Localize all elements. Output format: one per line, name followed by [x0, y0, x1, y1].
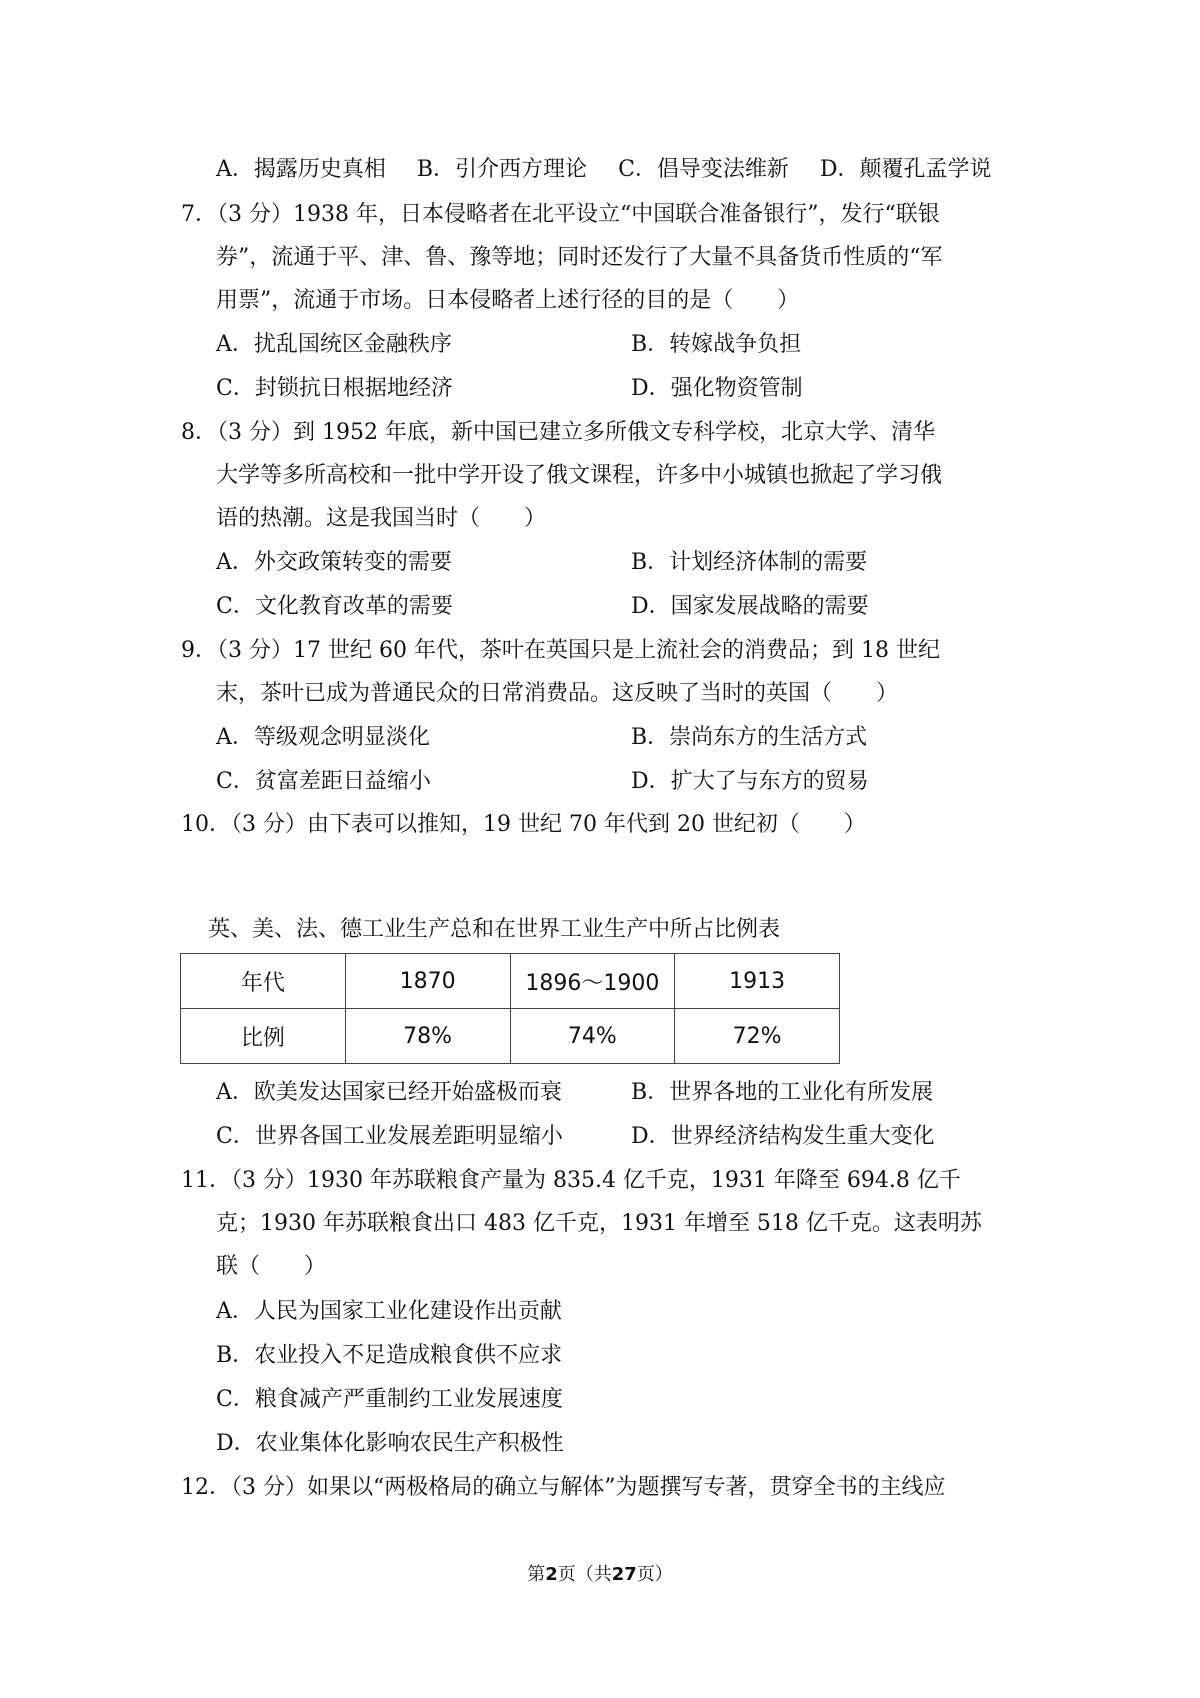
q10-option-d: D．世界经济结构发生重大变化: [631, 1124, 935, 1149]
q11-stem-line-3: 联（ ）: [216, 1254, 327, 1279]
q9-option-b: B．崇尚东方的生活方式: [631, 725, 868, 750]
table-header-cell: 年代: [181, 954, 346, 1009]
page-number: 2: [545, 1564, 558, 1585]
q7-option-d: D．强化物资管制: [631, 376, 803, 401]
q9-stem-line-1: 9．（3 分）17 世纪 60 年代，茶叶在英国只是上流社会的消费品；到 18 世纪: [181, 638, 940, 663]
q8-option-d: D．国家发展战略的需要: [631, 594, 869, 619]
q6-option-c: C．倡导变法维新: [618, 157, 789, 182]
q10-stem-line-1: 10．（3 分）由下表可以推知，19 世纪 70 年代到 20 世纪初（ ）: [181, 812, 866, 837]
table-row: [181, 1009, 840, 1064]
table-header-cell: 1870: [345, 954, 510, 1009]
q8-option-c: C．文化教育改革的需要: [216, 594, 453, 619]
q8-option-b: B．计划经济体制的需要: [631, 550, 868, 575]
q10-data-table: [180, 953, 840, 1064]
q10-option-b: B．世界各地的工业化有所发展: [631, 1080, 934, 1105]
q7-stem-line-2: 券”，流通于平、津、鲁、豫等地；同时还发行了大量不具备货币性质的“军: [216, 245, 943, 270]
q8-stem-line-3: 语的热潮。这是我国当时（ ）: [216, 506, 547, 531]
q11-option-a: A．人民为国家工业化建设作出贡献: [216, 1299, 562, 1324]
q10-option-c: C．世界各国工业发展差距明显缩小: [216, 1124, 563, 1149]
q7-stem-line-1: 7．（3 分）1938 年，日本侵略者在北平设立“中国联合准备银行”，发行“联银: [181, 202, 940, 227]
q7-option-a: A．扰乱国统区金融秩序: [216, 332, 452, 357]
table-header-cell: 1913: [675, 954, 840, 1009]
q8-option-a: A．外交政策转变的需要: [216, 550, 452, 575]
page-footer: [0, 1560, 1200, 1586]
q12-stem-line-1: 12．（3 分）如果以“两极格局的确立与解体”为题撰写专著，贯穿全书的主线应: [181, 1475, 946, 1500]
q9-option-d: D．扩大了与东方的贸易: [631, 769, 869, 794]
table-cell: 72%: [675, 1009, 840, 1064]
q6-option-b: B．引介西方理论: [416, 157, 588, 182]
q11-option-b: B．农业投入不足造成粮食供不应求: [216, 1343, 563, 1368]
q11-option-d: D．农业集体化影响农民生产积极性: [216, 1431, 564, 1456]
q11-stem-line-1: 11．（3 分）1930 年苏联粮食产量为 835.4 亿千克，1931 年降至 694.8 亿千: [181, 1168, 961, 1193]
table-cell: 比例: [181, 1009, 346, 1064]
q7-option-c: C．封锁抗日根据地经济: [216, 376, 453, 401]
q6-option-a: A．揭露历史真相: [216, 157, 386, 182]
table-cell: 78%: [345, 1009, 510, 1064]
footer-prefix: 第: [527, 1564, 546, 1585]
q11-stem-line-2: 克；1930 年苏联粮食出口 483 亿千克，1931 年增至 518 亿千克。这表明苏: [216, 1211, 982, 1236]
q6-option-d: D．颠覆孔孟学说: [819, 157, 992, 182]
table-row: [181, 954, 840, 1009]
q11-option-c: C．粮食减产严重制约工业发展速度: [216, 1387, 563, 1412]
q9-stem-line-2: 末，茶叶已成为普通民众的日常消费品。这反映了当时的英国（ ）: [216, 681, 899, 706]
q8-stem-line-1: 8．（3 分）到 1952 年底，新中国已建立多所俄文专科学校，北京大学、清华: [181, 420, 935, 445]
total-pages: 27: [611, 1564, 637, 1585]
q9-option-c: C．贫富差距日益缩小: [216, 769, 431, 794]
q6-options: [216, 155, 1016, 185]
q7-option-b: B．转嫁战争负担: [631, 332, 802, 357]
table-header-cell: 1896～1900: [510, 954, 675, 1009]
q7-stem-line-3: 用票”，流通于市场。日本侵略者上述行径的目的是（ ）: [216, 288, 800, 313]
q10-option-a: A．欧美发达国家已经开始盛极而衰: [216, 1080, 562, 1105]
footer-suffix: 页）: [636, 1564, 673, 1585]
footer-middle: 页（共: [557, 1564, 612, 1585]
table-cell: 74%: [510, 1009, 675, 1064]
q9-option-a: A．等级观念明显淡化: [216, 725, 430, 750]
q8-stem-line-2: 大学等多所高校和一批中学开设了俄文课程，许多中小城镇也掀起了学习俄: [216, 463, 943, 488]
q10-table-caption: 英、美、法、德工业生产总和在世界工业生产中所占比例表: [208, 917, 781, 942]
